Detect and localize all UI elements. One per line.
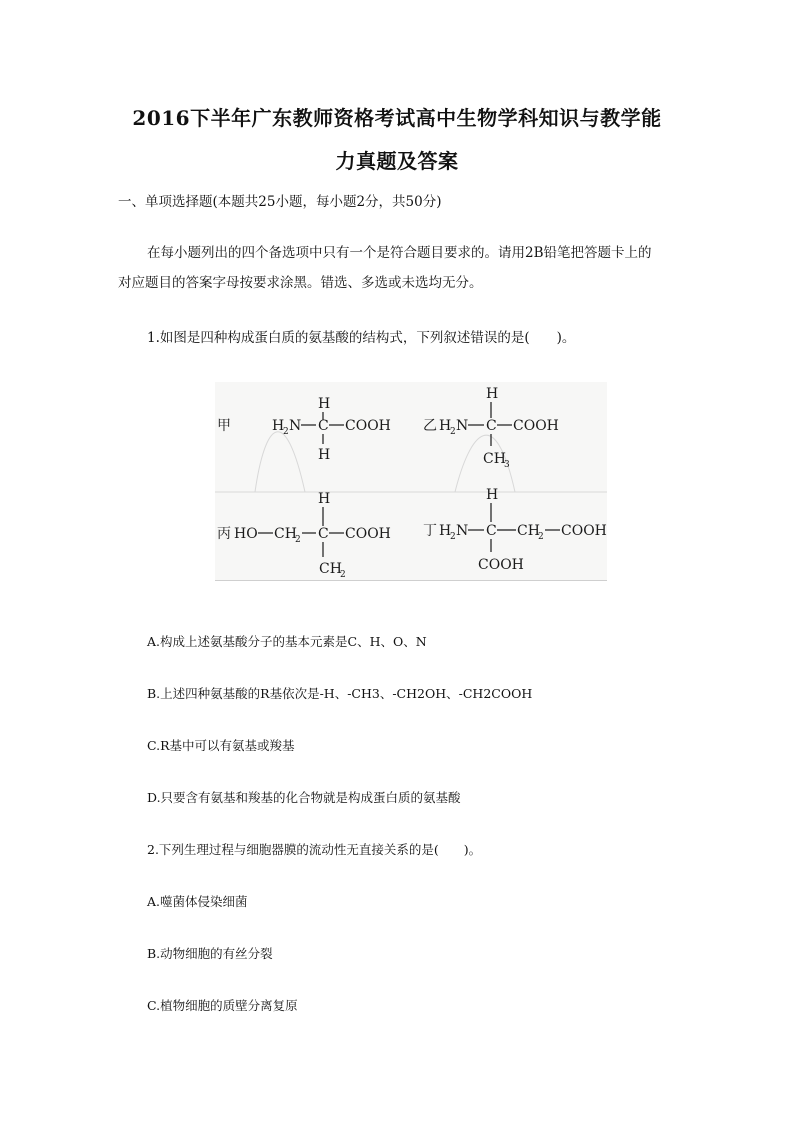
- group-cooh: COOH: [345, 526, 391, 542]
- atom-h-bottom: H: [318, 447, 331, 463]
- atom-n: N: [456, 418, 469, 434]
- scan-artifact: [255, 432, 305, 492]
- instruction-line-2: 对应题目的答案字母按要求涂黑。错选、多选或未选均无分。: [118, 275, 483, 291]
- question-1-stem: 1.如图是四种构成蛋白质的氨基酸的结构式，下列叙述错误的是( )。: [147, 330, 576, 346]
- question-2-option-b: B.动物细胞的有丝分裂: [147, 946, 273, 961]
- atom-h: H: [439, 418, 452, 434]
- question-1-option-b: B.上述四种氨基酸的R基依次是-H、-CH3、-CH2OH、-CH2COOH: [147, 686, 533, 701]
- subscript-3: 3: [504, 460, 510, 470]
- question-1-option-a: A.构成上述氨基酸分子的基本元素是C、H、O、N: [147, 634, 427, 649]
- subscript-2: 2: [538, 532, 544, 542]
- label-yi: 乙: [423, 418, 437, 434]
- subscript-2: 2: [450, 427, 456, 437]
- amino-acid-structure-diagram: [215, 382, 607, 580]
- question-2-option-c: C.植物细胞的质壁分离复原: [147, 998, 298, 1013]
- label-ding: 丁: [423, 523, 437, 539]
- subscript-2: 2: [340, 570, 346, 580]
- amino-acid-structure-figure: [215, 382, 607, 581]
- atom-c: C: [486, 418, 497, 434]
- atom-h-top: H: [318, 396, 331, 412]
- question-2-stem: 2.下列生理过程与细胞器膜的流动性无直接关系的是( )。: [147, 842, 482, 857]
- atom-h-top: H: [318, 491, 331, 507]
- group-ch: CH: [517, 523, 540, 539]
- atom-h-top: H: [486, 487, 499, 503]
- atom-c: C: [318, 526, 329, 542]
- atom-c: C: [486, 523, 497, 539]
- label-bing: 丙: [217, 526, 231, 542]
- atom-h-top: H: [486, 386, 499, 402]
- atom-n: N: [456, 523, 469, 539]
- subscript-2: 2: [295, 535, 301, 545]
- group-ch: CH: [274, 526, 297, 542]
- atom-n: N: [289, 418, 302, 434]
- group-cooh: COOH: [513, 418, 559, 434]
- label-jia: 甲: [217, 418, 231, 434]
- group-cooh: COOH: [345, 418, 391, 434]
- group-ho: HO: [234, 526, 258, 542]
- subscript-2: 2: [450, 532, 456, 542]
- section-heading: 一、单项选择题(本题共25小题，每小题2分，共50分): [118, 194, 442, 210]
- atom-c: C: [318, 418, 329, 434]
- question-2-option-a: A.噬菌体侵染细菌: [147, 894, 248, 909]
- subscript-2: 2: [283, 427, 289, 437]
- group-ch: CH: [483, 451, 506, 467]
- instruction-line-1: 在每小题列出的四个备选项中只有一个是符合题目要求的。请用2B铅笔把答题卡上的: [147, 245, 652, 261]
- page-title-line-1: 2016下半年广东教师资格考试高中生物学科知识与教学能: [132, 106, 662, 130]
- page-title-line-2: 力真题及答案: [335, 149, 459, 173]
- question-1-option-c: C.R基中可以有氨基或羧基: [147, 738, 295, 753]
- group-cooh: COOH: [478, 557, 524, 573]
- group-cooh: COOH: [561, 523, 607, 539]
- atom-h: H: [439, 523, 452, 539]
- question-1-option-d: D.只要含有氨基和羧基的化合物就是构成蛋白质的氨基酸: [147, 790, 461, 805]
- group-ch: CH: [319, 561, 342, 577]
- atom-h: H: [272, 418, 285, 434]
